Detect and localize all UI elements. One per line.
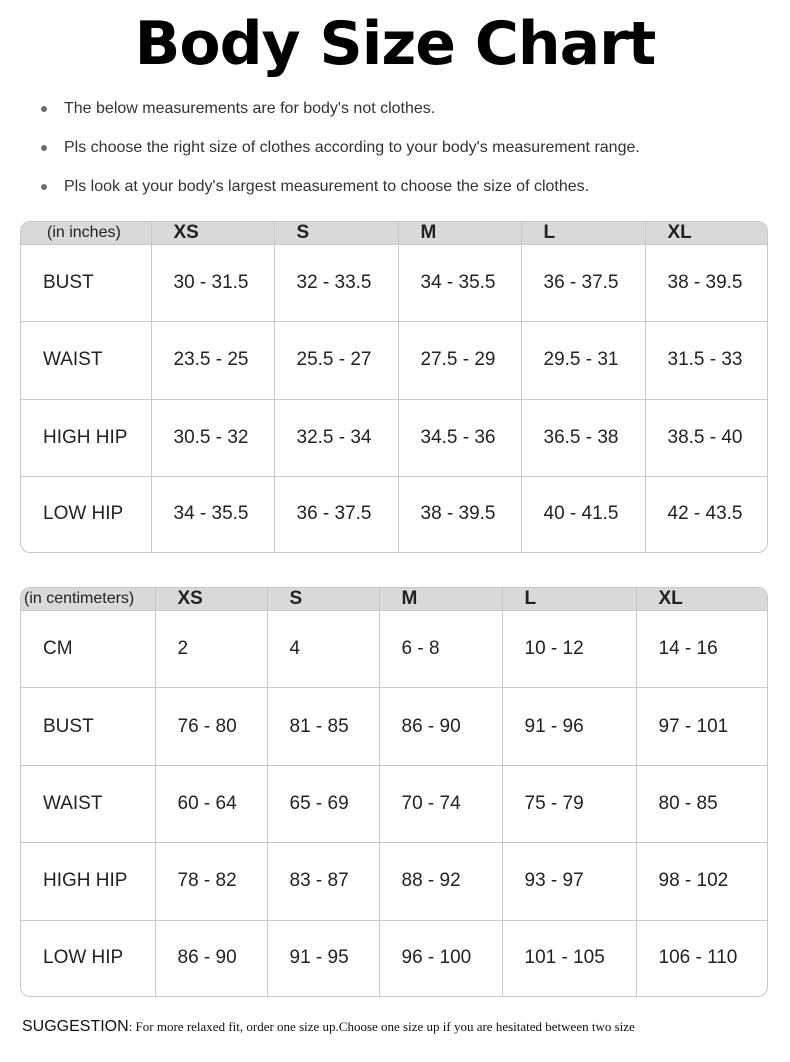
size-header: S <box>274 222 398 245</box>
size-header: XL <box>645 222 767 245</box>
size-header: L <box>502 588 636 611</box>
table-cell: 34 - 35.5 <box>151 476 274 552</box>
table-cell: 93 - 97 <box>502 843 636 920</box>
suggestion-lead: SUGGESTION <box>22 1018 129 1035</box>
note-text: The below measurements are for body's not clothes. <box>64 100 436 117</box>
table-cell: 76 - 80 <box>155 688 267 765</box>
row-label: CM <box>21 611 155 688</box>
suggestion-text: : For more relaxed fit, order one size up.Choose one size up if you are hesitated between two size <box>128 1019 635 1034</box>
cm-size-table <box>20 587 768 997</box>
table-cell: 25.5 - 27 <box>274 322 398 399</box>
note-item <box>40 174 640 213</box>
table-cell: 38 - 39.5 <box>645 245 767 322</box>
table-cell: 65 - 69 <box>267 765 379 842</box>
table-cell: 88 - 92 <box>379 843 502 920</box>
size-header: XS <box>151 222 274 245</box>
table-cell: 27.5 - 29 <box>398 322 521 399</box>
table-row <box>21 765 767 842</box>
unit-label: (in centimeters) <box>21 588 155 611</box>
table-cell: 97 - 101 <box>636 688 767 765</box>
note-item <box>40 135 640 174</box>
page-title: Body Size Chart <box>134 9 656 79</box>
table-cell: 36 - 37.5 <box>521 245 645 322</box>
table-cell: 60 - 64 <box>155 765 267 842</box>
table-cell: 36.5 - 38 <box>521 399 645 476</box>
table-cell: 32.5 - 34 <box>274 399 398 476</box>
table-cell: 96 - 100 <box>379 920 502 996</box>
note-text: Pls look at your body's largest measurement to choose the size of clothes. <box>64 178 590 195</box>
table-header-row <box>21 222 767 245</box>
suggestion-note <box>22 1018 782 1036</box>
notes-list <box>40 96 640 213</box>
table-cell: 91 - 96 <box>502 688 636 765</box>
table-row <box>21 920 767 996</box>
size-header: M <box>379 588 502 611</box>
row-label: LOW HIP <box>21 920 155 996</box>
table-cell: 10 - 12 <box>502 611 636 688</box>
size-header: S <box>267 588 379 611</box>
table-cell: 80 - 85 <box>636 765 767 842</box>
note-text: Pls choose the right size of clothes according to your body's measurement range. <box>64 139 640 156</box>
row-label: HIGH HIP <box>21 843 155 920</box>
table-cell: 91 - 95 <box>267 920 379 996</box>
row-label: BUST <box>21 688 155 765</box>
bullet-icon <box>41 184 47 190</box>
table-cell: 29.5 - 31 <box>521 322 645 399</box>
table-cell: 83 - 87 <box>267 843 379 920</box>
table-cell: 86 - 90 <box>379 688 502 765</box>
size-header: L <box>521 222 645 245</box>
row-label: WAIST <box>21 765 155 842</box>
table-cell: 86 - 90 <box>155 920 267 996</box>
table-cell: 4 <box>267 611 379 688</box>
table-cell: 70 - 74 <box>379 765 502 842</box>
table-cell: 30 - 31.5 <box>151 245 274 322</box>
bullet-icon <box>41 106 47 112</box>
row-label: HIGH HIP <box>21 399 151 476</box>
table-cell: 78 - 82 <box>155 843 267 920</box>
table-cell: 30.5 - 32 <box>151 399 274 476</box>
table-cell: 42 - 43.5 <box>667 503 743 525</box>
table-cell: 34.5 - 36 <box>398 399 521 476</box>
row-label: LOW HIP <box>21 476 151 552</box>
row-label: BUST <box>21 245 151 322</box>
table-header-row <box>21 588 767 611</box>
table-row <box>21 688 767 765</box>
table-cell: 2 <box>155 611 267 688</box>
table-cell: 14 - 16 <box>636 611 767 688</box>
table-cell: 81 - 85 <box>267 688 379 765</box>
row-label: WAIST <box>21 322 151 399</box>
table-row <box>21 611 767 688</box>
size-header: M <box>398 222 521 245</box>
table-cell: 31.5 - 33 <box>645 322 767 399</box>
table-cell: 32 - 33.5 <box>274 245 398 322</box>
table-cell: 106 - 110 <box>658 947 738 969</box>
table-cell: 101 - 105 <box>502 920 636 996</box>
size-header: XS <box>155 588 267 611</box>
bullet-icon <box>41 145 47 151</box>
unit-label: (in inches) <box>21 222 151 245</box>
table-row <box>21 245 767 322</box>
table-cell: 36 - 37.5 <box>274 476 398 552</box>
table-cell: 23.5 - 25 <box>151 322 274 399</box>
note-item <box>40 96 640 135</box>
table-cell: 34 - 35.5 <box>398 245 521 322</box>
table-cell: 98 - 102 <box>636 843 767 920</box>
table-cell: 75 - 79 <box>502 765 636 842</box>
table-cell: 38.5 - 40 <box>645 399 767 476</box>
table-row <box>21 843 767 920</box>
table-row <box>21 399 767 476</box>
table-cell: 6 - 8 <box>379 611 502 688</box>
table-row <box>21 476 767 552</box>
inches-size-table <box>20 221 768 553</box>
table-cell: 38 - 39.5 <box>398 476 521 552</box>
size-header: XL <box>636 588 767 611</box>
table-row <box>21 322 767 399</box>
table-cell: 40 - 41.5 <box>521 476 645 552</box>
